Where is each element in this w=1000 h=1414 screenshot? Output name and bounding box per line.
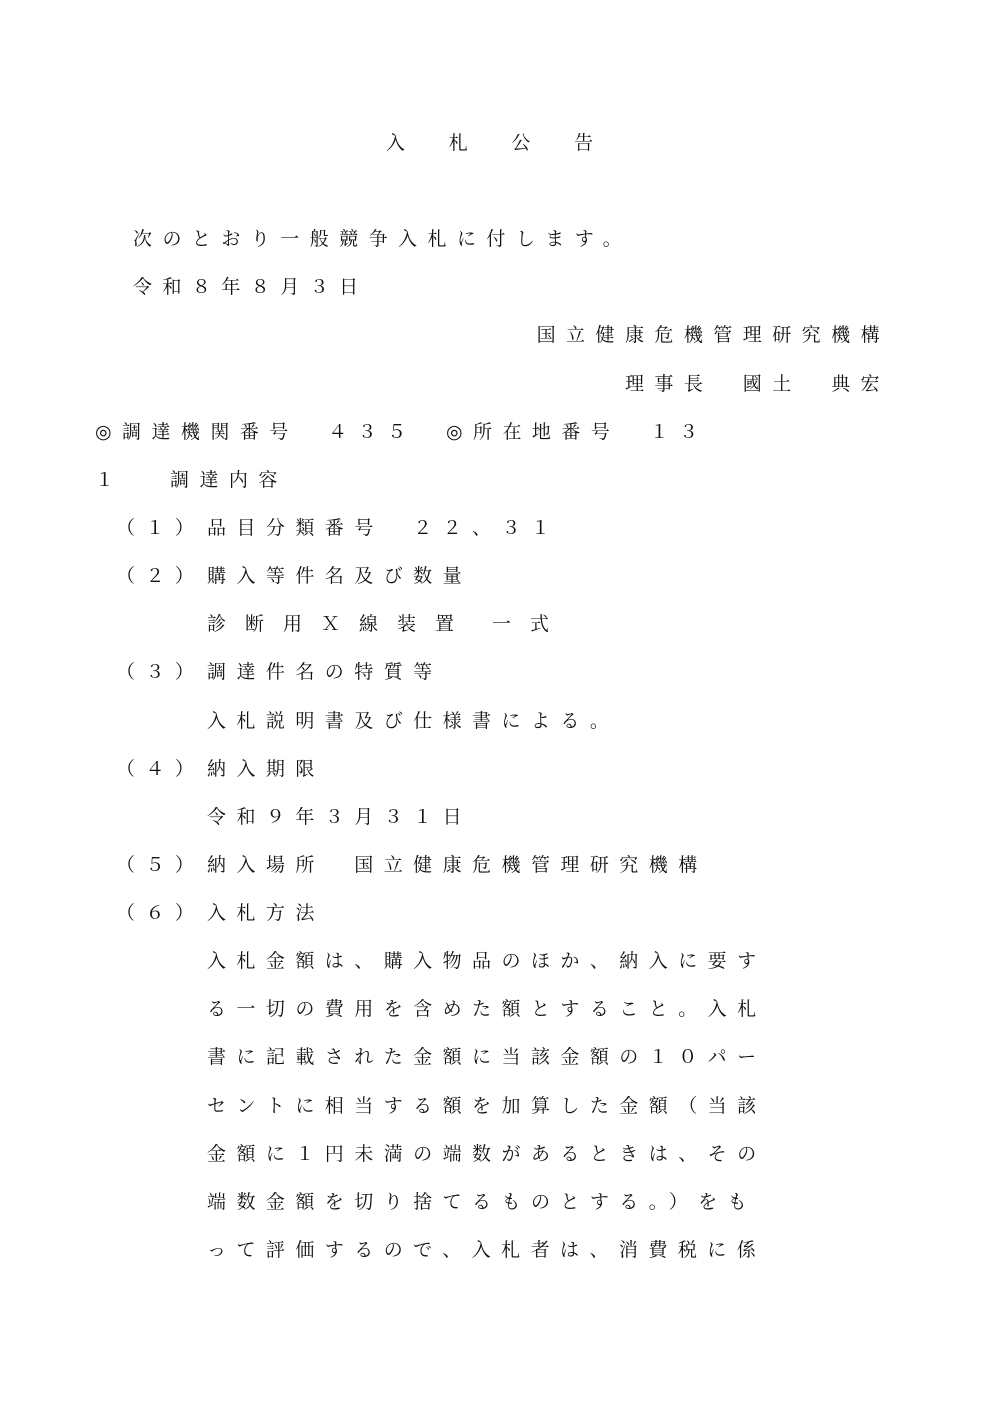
item-text: 納入期限 (207, 758, 325, 780)
method-line: 書に記載された金額に当該金額の１０パー (207, 1046, 767, 1068)
item-text: 品目分類番号 ２２、３１ (207, 517, 561, 539)
item-detail: 診 断 用 Ｘ 線 装 置 一 式 (207, 613, 550, 635)
item-text: 購入等件名及び数量 (207, 565, 473, 587)
method-line: る一切の費用を含めた額とすること。入札 (207, 998, 767, 1020)
section-heading: 調達内容 (170, 469, 288, 491)
procurement-codes: ◎調達機関番号 ４３５ ◎所在地番号 １３ (95, 421, 709, 443)
issuer-organization: 国立健康危機管理研究機構 (536, 324, 890, 346)
intro-text: 次のとおり一般競争入札に付します。 (133, 228, 633, 250)
section-number: １ (95, 469, 115, 491)
method-line: 入札金額は、購入物品のほか、納入に要す (207, 950, 767, 972)
page-title: 入札公告 (386, 132, 637, 154)
item-detail: 入札説明書及び仕様書による。 (207, 710, 620, 732)
item-label: （１） (116, 517, 205, 539)
method-line: セントに相当する額を加算した金額（当該 (207, 1095, 767, 1117)
item-label: （４） (116, 758, 205, 780)
announcement-date: 令和８年８月３日 (133, 276, 369, 298)
item-detail: 令和９年３月３１日 (207, 806, 473, 828)
item-label: （３） (116, 661, 205, 683)
item-text: 納入場所 国立健康危機管理研究機構 (207, 854, 708, 876)
item-label: （２） (116, 565, 205, 587)
method-line: って評価するので、入札者は、消費税に係 (207, 1239, 767, 1261)
method-line: 金額に１円未満の端数があるときは、その (207, 1143, 767, 1165)
item-text: 入札方法 (207, 902, 325, 924)
item-label: （６） (116, 902, 205, 924)
method-line: 端数金額を切り捨てるものとする。）をも (207, 1191, 758, 1213)
item-text: 調達件名の特質等 (207, 661, 443, 683)
issuer-representative: 理事長 國土 典宏 (624, 373, 890, 395)
item-label: （５） (116, 854, 205, 876)
